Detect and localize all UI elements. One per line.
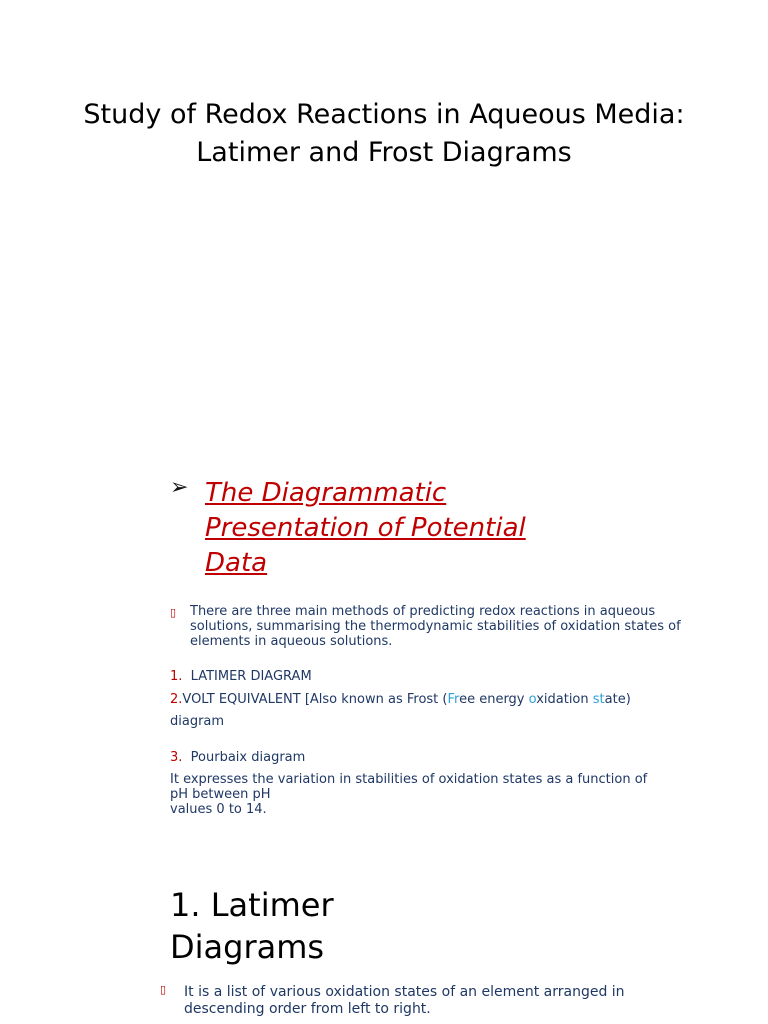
pourbaix-desc-line-1: It expresses the variation in stabilities of oxidation states as a function of [170, 772, 648, 787]
title-line-1: Study of Redox Reactions in Aqueous Media: [83, 99, 685, 130]
method-label-2-part1: VOLT EQUIVALENT [Also known as Frost ( [182, 692, 448, 707]
method-number-3: 3. [170, 750, 183, 765]
section-heading-line-1: The Diagrammatic [205, 478, 447, 508]
document-title [0, 96, 768, 172]
method-label-1: LATIMER DIAGRAM [190, 669, 312, 684]
method-number-1: 1. [170, 669, 183, 684]
method-label-3: Pourbaix diagram [190, 750, 306, 765]
intro-paragraph [190, 604, 715, 649]
highlight-o: o [528, 692, 537, 707]
arrow-bullet-icon: ➢ [170, 475, 189, 500]
title-line-2: Latimer and Frost Diagrams [196, 137, 572, 168]
square-bullet-icon: ▯ [160, 983, 167, 996]
pourbaix-desc-line-3: values 0 to 14. [170, 802, 267, 817]
pourbaix-description [170, 772, 710, 817]
intro-line-3: elements in aqueous solutions. [190, 634, 393, 649]
highlight-fr: Fr [447, 692, 460, 707]
intro-line-2: solutions, summarising the thermodynamic stabilities of oxidation states of [190, 619, 681, 634]
method-item-pourbaix [170, 750, 305, 765]
method-number-2: 2. [170, 692, 183, 707]
section-heading-line-2: Presentation of Potential [205, 513, 526, 543]
latimer-heading-line-2: Diagrams [170, 928, 325, 966]
method-label-2-part3: xidation [536, 692, 593, 707]
method-label-2-part2: ee energy [459, 692, 529, 707]
latimer-line-2: descending order from left to right. [184, 1001, 431, 1017]
method-item-volt-equivalent [170, 692, 631, 707]
square-bullet-icon: ▯ [170, 606, 177, 619]
latimer-heading-line-1: 1. Latimer [170, 886, 334, 924]
latimer-heading [170, 884, 334, 968]
method-item-latimer [170, 669, 312, 684]
section-heading [205, 476, 625, 581]
section-heading-line-3: Data [205, 548, 268, 578]
method-item-2-continuation: diagram [170, 714, 225, 729]
latimer-paragraph [184, 984, 654, 1018]
highlight-st: st [592, 692, 605, 707]
intro-line-1: There are three main methods of predicting redox reactions in aqueous [190, 604, 656, 619]
method-label-2-part4: ate) [604, 692, 631, 707]
latimer-line-1: It is a list of various oxidation states of an element arranged in [184, 984, 625, 1000]
pourbaix-desc-line-2: pH between pH [170, 787, 271, 802]
